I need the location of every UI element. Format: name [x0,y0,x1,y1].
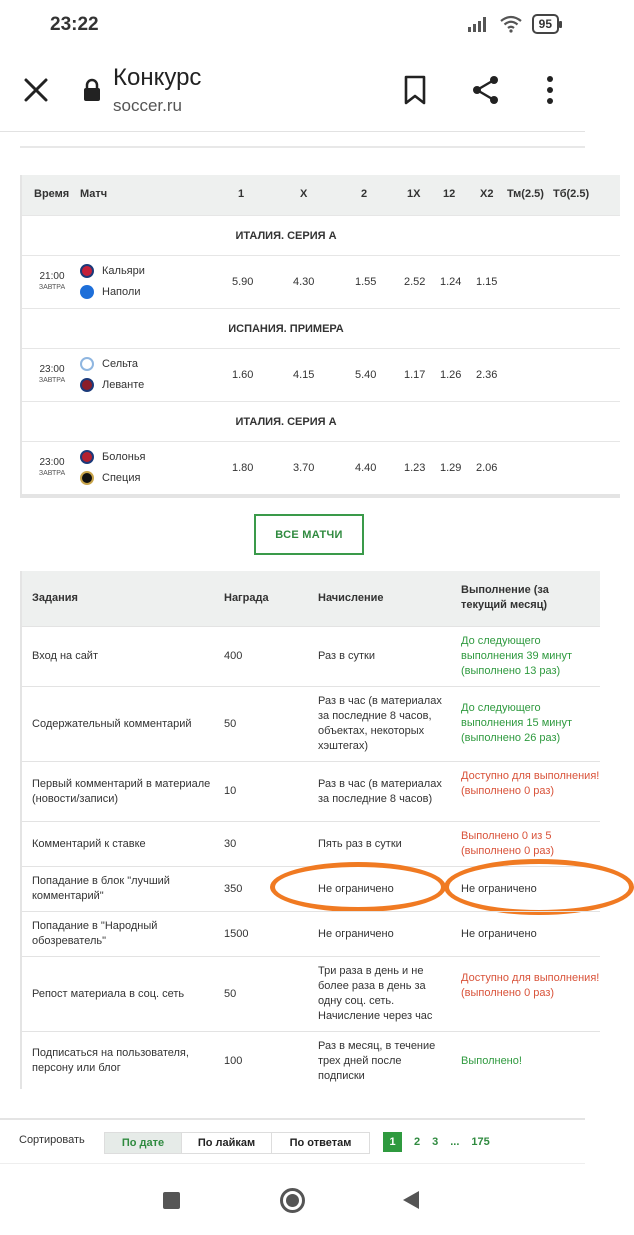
match-time: 21:00 ЗАВТРА [38,271,66,291]
task-name: Попадание в блок "лучший комментарий" [32,875,170,902]
task-accrual: Пять раз в сутки [318,838,402,850]
col-x: X [300,188,308,200]
odd-2[interactable]: 4.40 [355,462,377,474]
home-team[interactable]: Болонья [80,450,146,464]
odd-12[interactable]: 1.26 [440,369,462,381]
task-status: Не ограничено [461,883,537,895]
league-row: ИТАЛИЯ. СЕРИЯ А [22,401,620,441]
status-time: 23:22 [50,14,99,35]
away-team[interactable]: Леванте [80,378,144,392]
home-team[interactable]: Сельта [80,357,138,371]
task-status: До следующего выполнения 39 минут (выполнено 13 раз) [461,635,573,677]
system-nav-bar [0,1163,585,1235]
table-row [22,866,600,911]
page-title: Конкурс [113,64,202,91]
odd-1[interactable]: 1.60 [232,369,254,381]
col-time: Время [34,188,70,200]
task-accrual: Раз в сутки [318,650,375,662]
odd-1x[interactable]: 1.17 [404,369,426,381]
team-crest-icon [80,378,94,392]
close-icon[interactable] [20,74,52,106]
task-accrual: Раз в месяц, в течение трех дней после подписки [318,1040,436,1082]
odd-x[interactable]: 3.70 [293,462,315,474]
task-accrual: Три раза в день и не более раза в день за одну соц. сеть. Начисление через час [318,965,433,1022]
col-tb: Тб(2.5) [553,188,590,200]
all-matches-button[interactable]: ВСЕ МАТЧИ [254,514,364,555]
task-name: Содержательный комментарий [32,718,192,730]
browser-toolbar [0,50,585,132]
page-last[interactable]: 175 [471,1136,490,1148]
odd-1x[interactable]: 1.23 [404,462,426,474]
task-reward: 350 [224,883,243,895]
odd-1[interactable]: 1.80 [232,462,254,474]
home-icon[interactable] [280,1188,305,1213]
task-status: Не ограничено [461,928,537,940]
status-bar [0,0,585,50]
odd-1[interactable]: 5.90 [232,276,254,288]
task-reward: 400 [224,650,243,662]
task-reward: 50 [224,718,237,730]
tasks-header [22,571,600,626]
wifi-icon [500,15,522,33]
task-status: Доступно для выполнения! (выполнено 0 раз) [461,972,600,999]
odd-x2[interactable]: 2.36 [476,369,498,381]
page-url[interactable]: soccer.ru [113,96,182,115]
task-status: Выполнено! [461,1055,522,1067]
col-1: 1 [238,188,245,200]
odd-12[interactable]: 1.29 [440,462,462,474]
signal-icon [468,16,490,32]
more-menu-icon[interactable] [540,74,560,106]
task-name: Подписаться на пользователя, персону или блог [32,1047,189,1074]
sort-by-likes[interactable]: По лайкам [182,1133,272,1153]
page-1[interactable]: 1 [383,1132,402,1152]
sort-bar [0,1118,585,1163]
battery-indicator: 95 [532,14,559,34]
col-x2: X2 [480,188,494,200]
odd-x2[interactable]: 2.06 [476,462,498,474]
tasks-table [20,571,600,1089]
team-crest-icon [80,450,94,464]
task-status: Выполнено 0 из 5 (выполнено 0 раз) [461,830,555,857]
task-accrual: Раз в час (в материалах за последние 8 часов, объектах, некоторых хэштегах) [318,695,442,752]
task-reward: 50 [224,988,237,1000]
match-time: 23:00 ЗАВТРА [38,457,66,477]
col-match: Матч [80,188,108,200]
sort-tabs [104,1132,370,1154]
team-crest-icon [80,471,94,485]
col-tm: Тм(2.5) [507,188,544,200]
sort-label: Сортировать [19,1134,85,1146]
task-name: Попадание в "Народный обозреватель" [32,920,158,947]
table-row [22,911,600,956]
page-2[interactable]: 2 [414,1136,421,1148]
task-status: Доступно для выполнения! (выполнено 0 раз) [461,770,600,797]
table-row [22,686,600,761]
league-row: ИСПАНИЯ. ПРИМЕРА [22,308,620,348]
match-row[interactable] [22,255,620,308]
divider [20,146,585,148]
task-reward: 1500 [224,928,249,940]
highlight-ellipse [270,862,446,912]
task-reward: 100 [224,1055,243,1067]
bookmark-icon[interactable] [400,74,430,106]
away-team[interactable]: Наполи [80,285,140,299]
home-team[interactable]: Кальяри [80,264,145,278]
odd-2[interactable]: 1.55 [355,276,377,288]
match-time: 23:00 ЗАВТРА [38,364,66,384]
task-reward: 30 [224,838,237,850]
recent-apps-icon[interactable] [163,1192,180,1209]
odd-x[interactable]: 4.15 [293,369,315,381]
col-1x: 1X [407,188,421,200]
league-row: ИТАЛИЯ. СЕРИЯ А [22,215,620,255]
col-accrual: Начисление [318,592,384,604]
share-icon[interactable] [470,74,502,106]
away-team[interactable]: Специя [80,471,140,485]
sort-by-replies[interactable]: По ответам [289,1137,352,1149]
back-icon[interactable] [403,1191,419,1209]
pagination [383,1132,490,1152]
task-reward: 10 [224,785,237,797]
matches-table [20,175,620,498]
page-content [0,133,600,1163]
col-status: Выполнение (за текущий месяц) [461,584,549,611]
col-12: 12 [443,188,456,200]
table-row [22,761,600,821]
task-accrual: Не ограничено [318,883,394,895]
odd-2[interactable]: 5.40 [355,369,377,381]
match-row[interactable] [22,441,620,494]
task-accrual: Раз в час (в материалах за последние 8 часов) [318,778,442,805]
task-name: Комментарий к ставке [32,838,146,850]
highlight-ellipse [444,859,634,915]
team-crest-icon [80,285,94,299]
team-crest-icon [80,264,94,278]
page-ellipsis: ... [450,1136,460,1148]
task-accrual: Не ограничено [318,928,394,940]
col-reward: Награда [224,592,269,604]
odd-1x[interactable]: 2.52 [404,276,426,288]
match-row[interactable] [22,348,620,401]
odd-12[interactable]: 1.24 [440,276,462,288]
task-status: До следующего выполнения 15 минут (выполнено 26 раз) [461,702,573,744]
task-name: Репост материала в соц. сеть [32,988,185,1000]
table-row [22,1031,600,1089]
sort-by-date[interactable]: По дате [105,1133,182,1153]
lock-icon [82,78,102,102]
matches-header [22,175,620,215]
page-3[interactable]: 3 [432,1136,439,1148]
col-task: Задания [32,592,78,604]
team-crest-icon [80,357,94,371]
status-icons [468,14,559,34]
table-row [22,956,600,1031]
col-2: 2 [361,188,368,200]
odd-x[interactable]: 4.30 [293,276,315,288]
odd-x2[interactable]: 1.15 [476,276,498,288]
task-name: Вход на сайт [32,650,98,662]
table-row [22,626,600,686]
task-name: Первый комментарий в материале (новости/записи) [32,778,211,805]
